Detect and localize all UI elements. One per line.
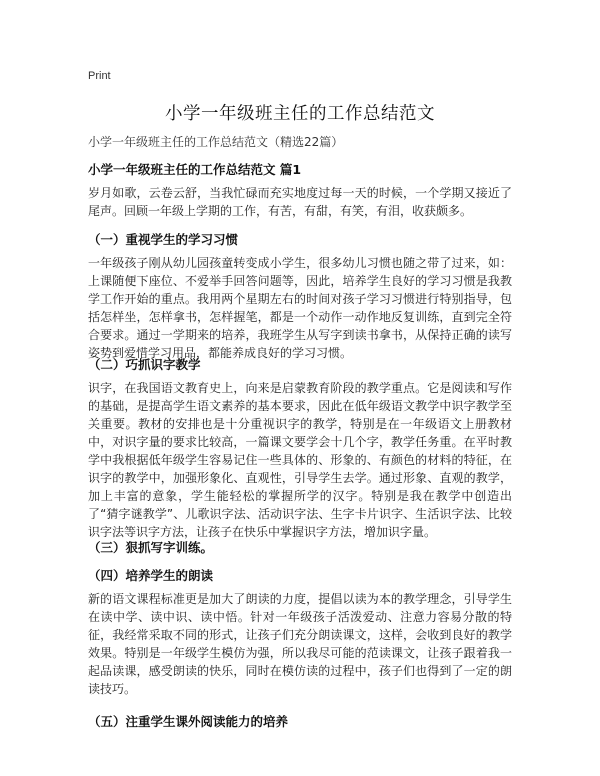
document-subtitle: 小学一年级班主任的工作总结范文（精选22篇） [88, 135, 344, 149]
article-heading: 小学一年级班主任的工作总结范文 篇1 [88, 162, 302, 177]
intro-paragraph: 岁月如歌，云卷云舒，当我忙碌而充实地度过每一天的时候，一个学期又接近了尾声。回顾一年级上学期的工作，有苦，有甜，有笑，有泪，收获颇多。 [88, 186, 512, 218]
section-heading-5: （五）注重学生课外阅读能力的培养 [88, 714, 289, 729]
section-heading-2: （二）巧抓识字教学 [88, 357, 201, 372]
section-body-2: 识字，在我国语文教育史上，向来是启蒙教育阶段的教学重点。它是阅读和写作的基础，是提高学生语文素养的基本要求，因此在低年级语文教学中识字教学至关重要。教材的安排也是十分重视识字的教学，特别是在一年级语文上册教材中，对识字量的要求比较高，一篇课文要学会十几个字，教学任务重。在平时教学中我根据低年级学生容易记住一些具体的、形象的、有颜色的材料的特征，在识字的教学中，加强形象化、直观性，引导学生去学。通过形象、直观的教学，加上丰富的意象，学生能轻松的掌握所学的汉字。特别是我在教学中创造出了“猜字谜教学”、儿歌识字法、活动识字法、生字卡片识字、生活识字法、比较识字法等识字方法，让孩子在快乐中掌握识字方法，增加识字量。 [88, 381, 512, 539]
print-link[interactable]: Print [88, 70, 111, 82]
section-heading-3: （三）狠抓写字训练。 [88, 540, 214, 555]
section-body-4: 新的语文课程标准更是加大了朗读的力度，提倡以读为本的教学理念，引导学生在读中学、读中识、读中悟。针对一年级孩子活泼爱动、注意力容易分散的特征，我经常采取不同的形式，让孩子们充分朗读课文，这样，会收到良好的教学效果。特别是一年级学生模仿为强，所以我尽可能的范读课文，让孩子跟着我一起品读课，感受朗读的快乐，同时在模仿读的过程中，孩子们也得到了一定的朗读技巧。 [88, 592, 512, 696]
section-body-1: 一年级孩子刚从幼儿园孩童转变成小学生，很多幼儿习惯也随之带了过来，如：上课随便下座位、不爱举手回答问题等，因此，培养学生良好的学习习惯是我教学工作开始的重点。我用两个星期左右的时间对孩子学习习惯进行特别指导，包括怎样坐，怎样拿书，怎样握笔，都是一个动作一动作地反复训练，直到完全符合要求。通过一学期来的培养，我班学生从写字到读书拿书，从保持正确的读写姿势到爱惜学习用品，都能养成良好的学习习惯。 [88, 256, 512, 360]
section-heading-4: （四）培养学生的朗读 [88, 568, 214, 583]
section-heading-1: （一）重视学生的学习习惯 [88, 232, 239, 247]
page-title: 小学一年级班主任的工作总结范文 [165, 104, 435, 124]
